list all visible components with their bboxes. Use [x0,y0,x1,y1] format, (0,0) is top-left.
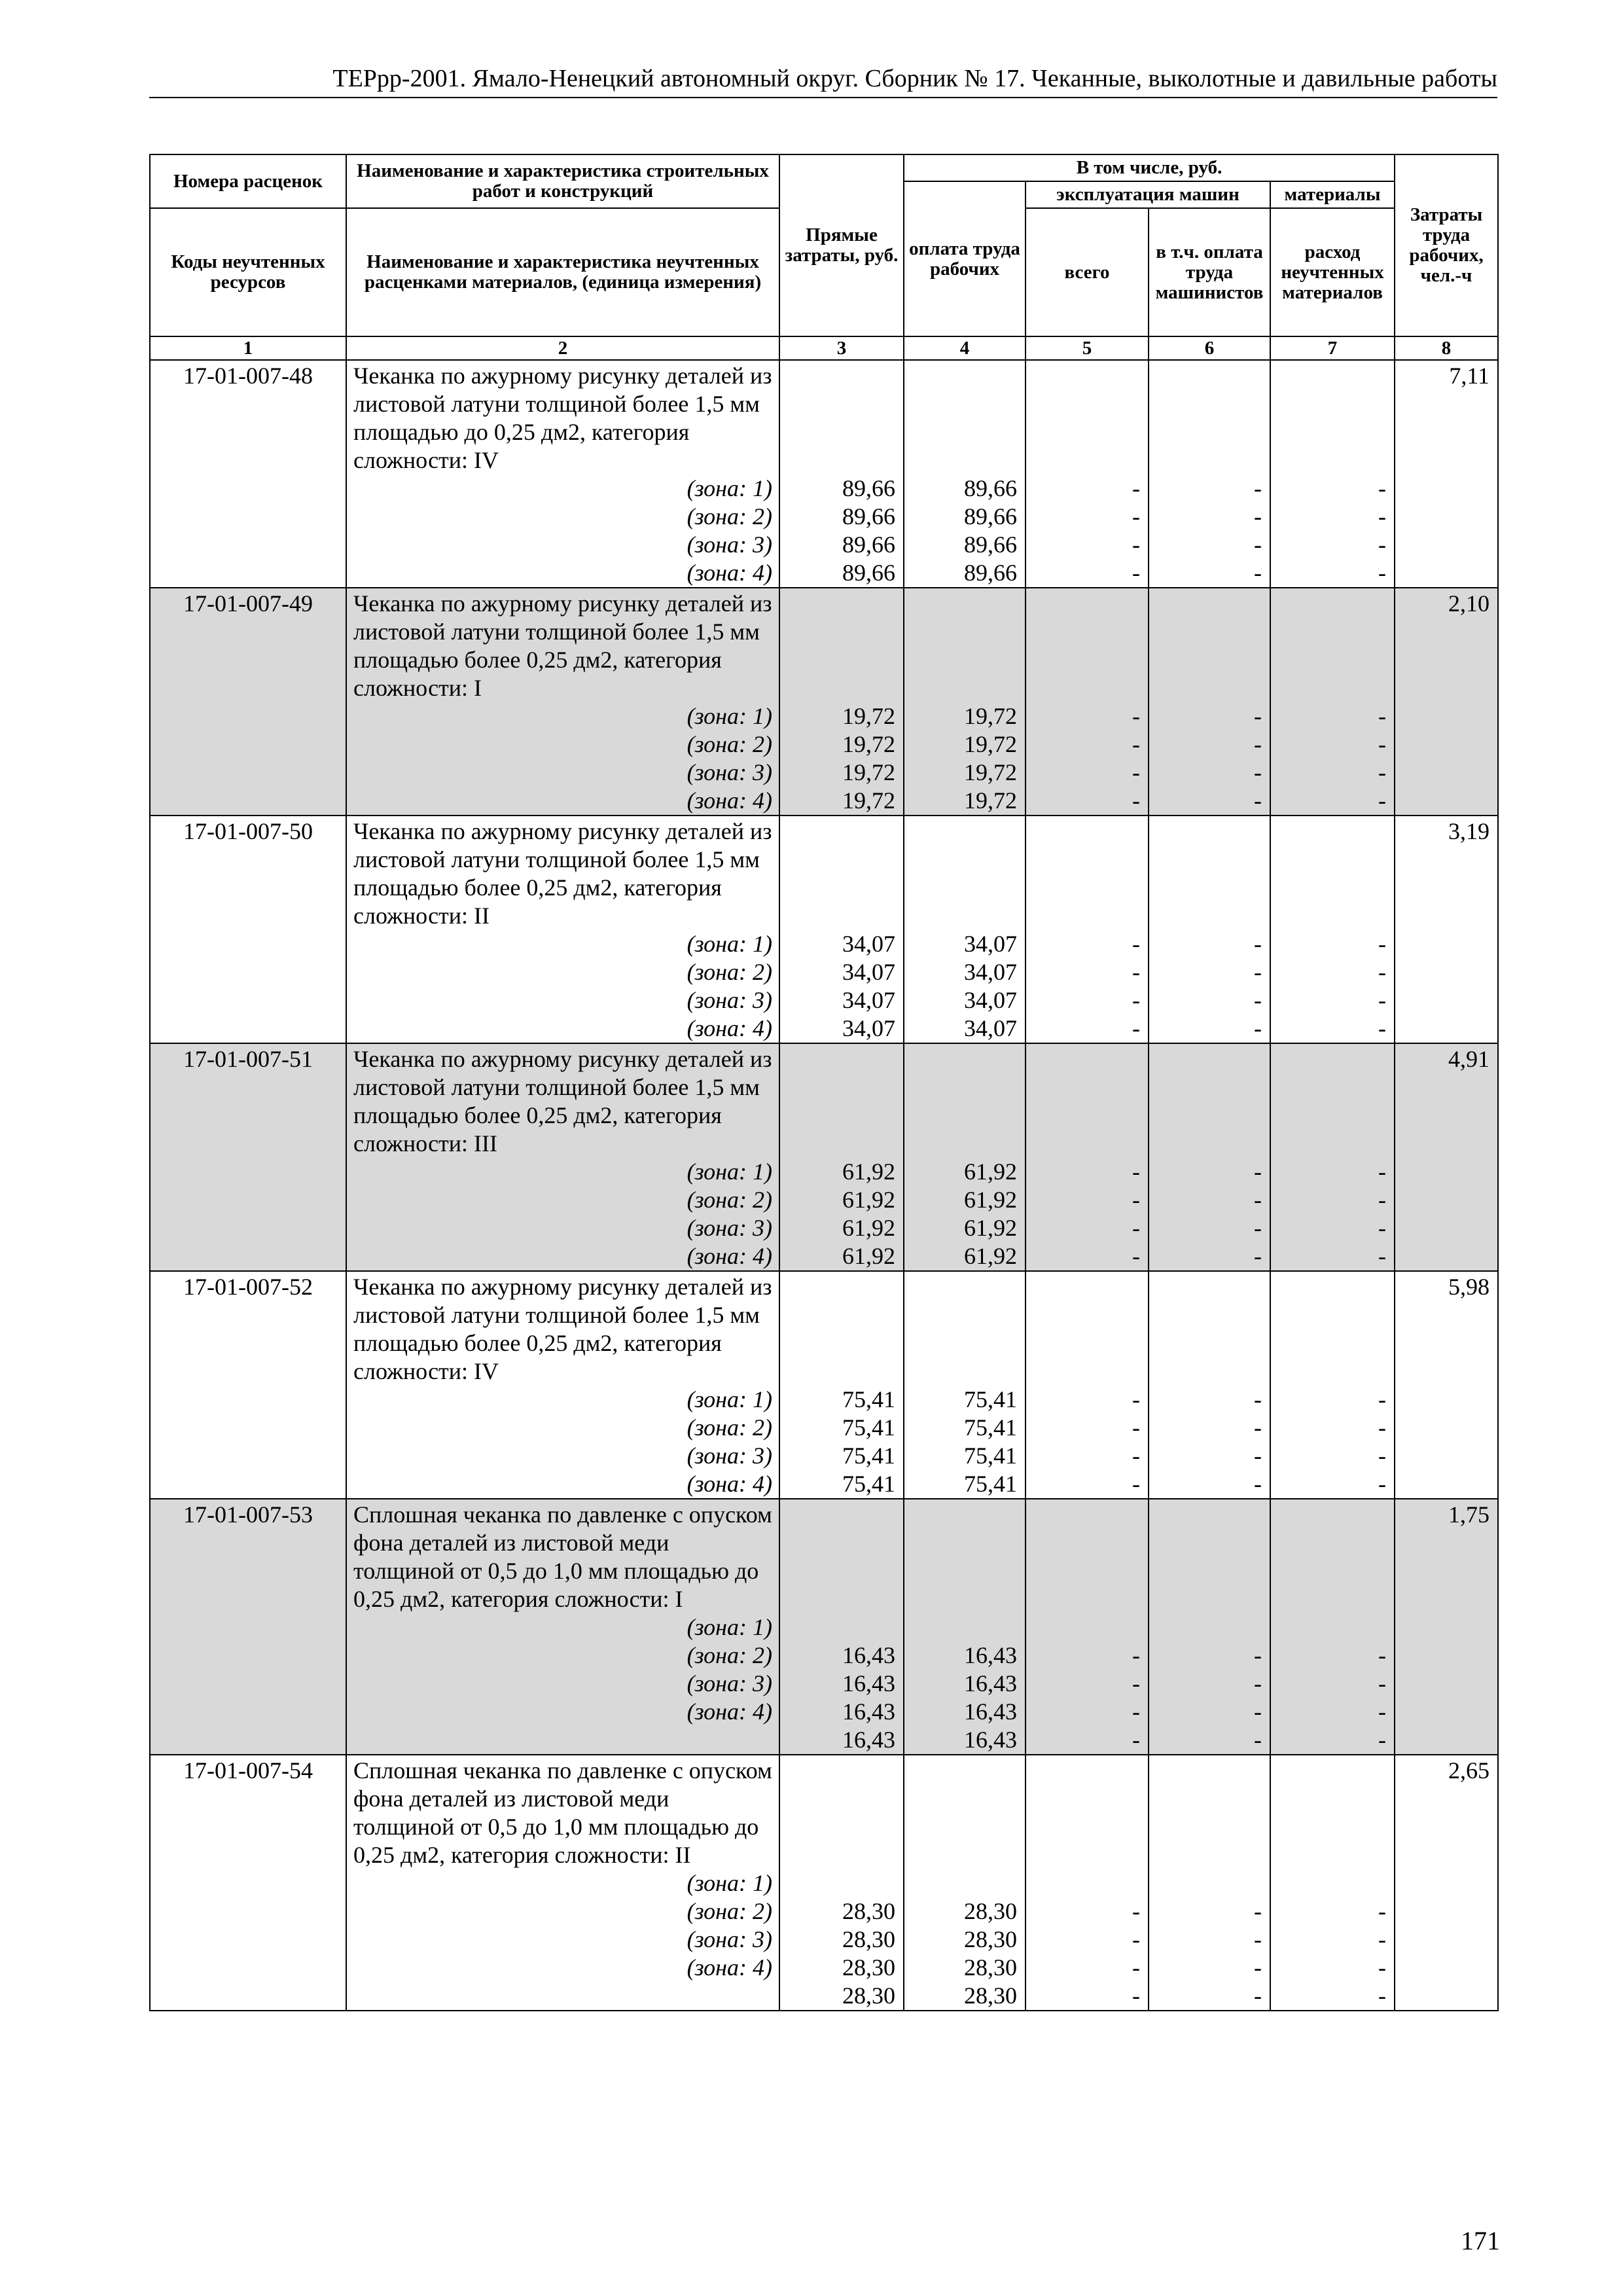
machines-cell [1026,588,1149,816]
rate-code: 17-01-007-54 [150,1755,346,2011]
zone-label: (зона: 1) [687,1158,772,1185]
machines-value: - [1132,1926,1140,1952]
wages-cell [904,360,1026,588]
header-title: ТЕРрр-2001. Ямало-Ненецкий автономный округ. Сборник № 17. Чеканные, выколотные и давильные работы [332,65,1497,92]
machinist-wages-value: - [1254,1982,1262,2009]
machines-value: - [1132,959,1140,985]
machines-value: - [1132,1954,1140,1981]
machinist-wages-value: - [1254,731,1262,757]
zone-label: (зона: 3) [687,1926,772,1952]
machines-value: - [1132,1414,1140,1441]
column-number: 1 [150,336,346,360]
head-material-name: Наименование и характеристика неучтенных расценками материалов, (единица измерения) [346,208,779,336]
head-materials: материалы [1270,181,1395,208]
machinist-wages-value: - [1254,1670,1262,1696]
materials-value: - [1378,1414,1387,1441]
wages-value: 75,41 [964,1414,1017,1441]
machinist-wages-cell [1149,360,1270,588]
head-machine-operation: эксплуатация машин [1026,181,1270,208]
head-worker-wages: оплата труда рабочих [904,181,1026,336]
machinist-wages-value: - [1254,1215,1262,1241]
machines-cell [1026,1043,1149,1271]
page-header [149,59,1497,98]
materials-cell [1270,360,1395,588]
materials-value: - [1378,1386,1387,1412]
head-rate-number: Номера расценок [150,154,346,208]
direct-value: 28,30 [842,1926,895,1952]
direct-cell [779,1499,904,1755]
machinist-wages-value: - [1254,1954,1262,1981]
machines-value: - [1132,1642,1140,1668]
machines-value: - [1132,1898,1140,1924]
materials-value: - [1378,560,1387,586]
machinist-wages-value: - [1254,1187,1262,1213]
machinist-wages-value: - [1254,1642,1262,1668]
wages-value: 61,92 [964,1187,1017,1213]
direct-value: 34,07 [842,931,895,957]
wages-value: 89,66 [964,475,1017,501]
zone-label: (зона: 1) [687,475,772,501]
machines-value: - [1132,475,1140,501]
direct-cell [779,1755,904,2011]
machinist-wages-value: - [1254,703,1262,729]
wages-value: 19,72 [964,759,1017,785]
machines-value: - [1132,1215,1140,1241]
zone-label: (зона: 2) [687,1898,772,1924]
zone-label: (зона: 4) [687,1954,772,1981]
head-work-name: Наименование и характеристика строительных работ и конструкций [346,154,779,208]
materials-value: - [1378,503,1387,529]
wages-value: 16,43 [964,1698,1017,1725]
work-description-cell [346,1271,779,1499]
materials-value: - [1378,1727,1387,1753]
work-description: Чеканка по ажурному рисунку деталей из листовой латуни толщиной более 1,5 мм площадью более 0,25 дм2, категория сложности: I [353,590,772,701]
direct-value: 19,72 [842,759,895,785]
work-description: Сплошная чеканка по давленке с опуском фона деталей из листовой меди толщиной от 0,5 до 1,0 мм площадью до 0,25 дм2, категория сложности: II [353,1757,772,1868]
machines-cell [1026,360,1149,588]
head-labor-hours: Затраты труда рабочих, чел.-ч [1395,154,1498,336]
materials-cell [1270,1499,1395,1755]
zone-label: (зона: 2) [687,503,772,529]
zone-label: (зона: 1) [687,1386,772,1412]
wages-cell [904,588,1026,816]
direct-value: 89,66 [842,560,895,586]
direct-value: 61,92 [842,1158,895,1185]
direct-value: 34,07 [842,959,895,985]
column-number: 5 [1026,336,1149,360]
table-body [150,360,1498,2011]
machinist-wages-value: - [1254,759,1262,785]
column-number: 3 [779,336,904,360]
wages-value: 34,07 [964,987,1017,1013]
machines-value: - [1132,560,1140,586]
wages-value: 28,30 [964,1898,1017,1924]
column-number: 7 [1270,336,1395,360]
materials-value: - [1378,1670,1387,1696]
machines-value: - [1132,1386,1140,1412]
direct-value: 16,43 [842,1727,895,1753]
machines-value: - [1132,1443,1140,1469]
machinist-wages-value: - [1254,1898,1262,1924]
materials-value: - [1378,959,1387,985]
zone-label: (зона: 1) [687,931,772,957]
labor-hours: 1,75 [1395,1499,1498,1755]
zone-label: (зона: 4) [687,1243,772,1269]
work-description-cell [346,1043,779,1271]
zone-label: (зона: 4) [687,1698,772,1725]
direct-value: 16,43 [842,1670,895,1696]
column-numbers-row [150,336,1498,360]
head-material-consumption: расход неучтенных материалов [1270,208,1395,336]
materials-value: - [1378,1471,1387,1497]
machinist-wages-cell [1149,1499,1270,1755]
column-number: 8 [1395,336,1498,360]
table-row [150,588,1498,816]
direct-value: 89,66 [842,503,895,529]
wages-value: 34,07 [964,931,1017,957]
direct-value: 75,41 [842,1414,895,1441]
direct-value: 75,41 [842,1443,895,1469]
direct-value: 28,30 [842,1898,895,1924]
machines-cell [1026,816,1149,1043]
direct-cell [779,1271,904,1499]
table-row [150,360,1498,588]
head-resource-codes: Коды неучтенных ресурсов [150,208,346,336]
wages-cell [904,1043,1026,1271]
machines-value: - [1132,1698,1140,1725]
wages-value: 28,30 [964,1954,1017,1981]
machinist-wages-value: - [1254,1443,1262,1469]
machines-value: - [1132,731,1140,757]
zone-label: (зона: 3) [687,531,772,558]
rates-table [149,154,1499,2011]
labor-hours: 2,10 [1395,588,1498,816]
machines-value: - [1132,1727,1140,1753]
rate-code: 17-01-007-53 [150,1499,346,1755]
machines-value: - [1132,787,1140,814]
table-row [150,1043,1498,1271]
zone-label: (зона: 3) [687,1670,772,1696]
zone-label: (зона: 2) [687,959,772,985]
machinist-wages-value: - [1254,1926,1262,1952]
wages-value: 28,30 [964,1926,1017,1952]
zone-label: (зона: 3) [687,1443,772,1469]
materials-value: - [1378,759,1387,785]
wages-value: 75,41 [964,1443,1017,1469]
wages-value: 89,66 [964,560,1017,586]
table-row [150,1499,1498,1755]
direct-value: 34,07 [842,1015,895,1041]
direct-cell [779,360,904,588]
wages-cell [904,1271,1026,1499]
column-number: 2 [346,336,779,360]
zone-label: (зона: 4) [687,1015,772,1041]
wages-value: 16,43 [964,1727,1017,1753]
direct-value: 89,66 [842,475,895,501]
machines-value: - [1132,1015,1140,1041]
direct-value: 16,43 [842,1698,895,1725]
wages-value: 19,72 [964,787,1017,814]
machinist-wages-value: - [1254,1243,1262,1269]
machines-value: - [1132,503,1140,529]
wages-value: 61,92 [964,1215,1017,1241]
wages-value: 75,41 [964,1386,1017,1412]
machinist-wages-value: - [1254,931,1262,957]
machinist-wages-cell [1149,816,1270,1043]
zone-label: (зона: 3) [687,987,772,1013]
machinist-wages-value: - [1254,531,1262,558]
machines-value: - [1132,1471,1140,1497]
machines-cell [1026,1271,1149,1499]
machines-value: - [1132,703,1140,729]
direct-value: 19,72 [842,703,895,729]
work-description: Чеканка по ажурному рисунку деталей из листовой латуни толщиной более 1,5 мм площадью более 0,25 дм2, категория сложности: III [353,1046,772,1157]
work-description-cell [346,588,779,816]
materials-value: - [1378,1954,1387,1981]
materials-value: - [1378,1243,1387,1269]
work-description-cell [346,1499,779,1755]
materials-value: - [1378,987,1387,1013]
work-description: Чеканка по ажурному рисунку деталей из листовой латуни толщиной более 1,5 мм площадью более 0,25 дм2, категория сложности: II [353,818,772,929]
machinist-wages-cell [1149,1755,1270,2011]
column-number: 6 [1149,336,1270,360]
column-number: 4 [904,336,1026,360]
machinist-wages-value: - [1254,503,1262,529]
zone-label: (зона: 2) [687,1642,772,1668]
work-description-cell [346,816,779,1043]
head-direct-costs: Прямые затраты, руб. [779,154,904,336]
materials-value: - [1378,475,1387,501]
machines-value: - [1132,531,1140,558]
direct-value: 28,30 [842,1982,895,2009]
machinist-wages-value: - [1254,1471,1262,1497]
materials-cell [1270,816,1395,1043]
work-description: Чеканка по ажурному рисунку деталей из листовой латуни толщиной более 1,5 мм площадью до 0,25 дм2, категория сложности: IV [353,363,772,473]
labor-hours: 3,19 [1395,816,1498,1043]
work-description-cell [346,360,779,588]
zone-label: (зона: 2) [687,731,772,757]
direct-value: 61,92 [842,1215,895,1241]
machinist-wages-value: - [1254,475,1262,501]
machinist-wages-cell [1149,588,1270,816]
zone-label: (зона: 4) [687,560,772,586]
direct-cell [779,1043,904,1271]
direct-value: 75,41 [842,1471,895,1497]
machines-value: - [1132,1670,1140,1696]
direct-cell [779,588,904,816]
zone-label: (зона: 4) [687,1471,772,1497]
direct-value: 16,43 [842,1642,895,1668]
materials-value: - [1378,1926,1387,1952]
direct-value: 19,72 [842,787,895,814]
head-including: В том числе, руб. [904,154,1395,181]
zone-label: (зона: 1) [687,703,772,729]
materials-value: - [1378,1982,1387,2009]
machinist-wages-value: - [1254,787,1262,814]
materials-value: - [1378,1443,1387,1469]
materials-value: - [1378,787,1387,814]
materials-value: - [1378,1898,1387,1924]
materials-cell [1270,1271,1395,1499]
machinist-wages-value: - [1254,959,1262,985]
materials-value: - [1378,1187,1387,1213]
wages-value: 89,66 [964,503,1017,529]
wages-value: 16,43 [964,1642,1017,1668]
machines-value: - [1132,987,1140,1013]
machines-value: - [1132,1982,1140,2009]
machinist-wages-value: - [1254,1727,1262,1753]
zone-label: (зона: 2) [687,1414,772,1441]
zone-label: (зона: 1) [687,1870,772,1896]
machines-value: - [1132,1158,1140,1185]
direct-value: 34,07 [842,987,895,1013]
direct-value: 19,72 [842,731,895,757]
materials-value: - [1378,1698,1387,1725]
machinist-wages-value: - [1254,1698,1262,1725]
labor-hours: 4,91 [1395,1043,1498,1271]
rate-code: 17-01-007-50 [150,816,346,1043]
wages-value: 34,07 [964,1015,1017,1041]
head-machines-total: всего [1026,208,1149,336]
machinist-wages-value: - [1254,1015,1262,1041]
direct-value: 61,92 [842,1187,895,1213]
materials-value: - [1378,1015,1387,1041]
labor-hours: 5,98 [1395,1271,1498,1499]
materials-value: - [1378,931,1387,957]
table-row [150,1755,1498,2011]
machinist-wages-value: - [1254,1158,1262,1185]
direct-value: 89,66 [842,531,895,558]
labor-hours: 2,65 [1395,1755,1498,2011]
machinist-wages-value: - [1254,987,1262,1013]
head-machinist-wages: в т.ч. оплата труда машинистов [1149,208,1270,336]
machines-value: - [1132,1243,1140,1269]
table-head [150,154,1498,360]
rate-code: 17-01-007-51 [150,1043,346,1271]
zone-label: (зона: 1) [687,1614,772,1640]
table-row [150,816,1498,1043]
materials-cell [1270,588,1395,816]
wages-value: 34,07 [964,959,1017,985]
wages-value: 75,41 [964,1471,1017,1497]
rate-code: 17-01-007-52 [150,1271,346,1499]
wages-value: 61,92 [964,1158,1017,1185]
machines-value: - [1132,1187,1140,1213]
labor-hours: 7,11 [1395,360,1498,588]
machines-cell [1026,1499,1149,1755]
materials-value: - [1378,703,1387,729]
machines-cell [1026,1755,1149,2011]
machinist-wages-value: - [1254,1414,1262,1441]
wages-cell [904,1499,1026,1755]
wages-value: 19,72 [964,731,1017,757]
zone-label: (зона: 4) [687,787,772,814]
wages-value: 16,43 [964,1670,1017,1696]
work-description-cell [346,1755,779,2011]
machinist-wages-value: - [1254,560,1262,586]
wages-cell [904,1755,1026,2011]
machines-value: - [1132,759,1140,785]
materials-value: - [1378,1158,1387,1185]
materials-value: - [1378,1642,1387,1668]
zone-label: (зона: 2) [687,1187,772,1213]
machinist-wages-cell [1149,1043,1270,1271]
work-description: Сплошная чеканка по давленке с опуском фона деталей из листовой меди толщиной от 0,5 до 1,0 мм площадью до 0,25 дм2, категория сложности: I [353,1501,772,1612]
materials-cell [1270,1755,1395,2011]
direct-value: 61,92 [842,1243,895,1269]
materials-value: - [1378,731,1387,757]
work-description: Чеканка по ажурному рисунку деталей из листовой латуни толщиной более 1,5 мм площадью более 0,25 дм2, категория сложности: IV [353,1274,772,1384]
machinist-wages-value: - [1254,1386,1262,1412]
machines-value: - [1132,931,1140,957]
zone-label: (зона: 3) [687,759,772,785]
materials-value: - [1378,531,1387,558]
direct-value: 75,41 [842,1386,895,1412]
machinist-wages-cell [1149,1271,1270,1499]
rate-code: 17-01-007-48 [150,360,346,588]
direct-cell [779,816,904,1043]
materials-cell [1270,1043,1395,1271]
page-number: 171 [1461,2226,1500,2255]
wages-value: 19,72 [964,703,1017,729]
zone-label: (зона: 3) [687,1215,772,1241]
wages-value: 28,30 [964,1982,1017,2009]
wages-cell [904,816,1026,1043]
direct-value: 28,30 [842,1954,895,1981]
table-row [150,1271,1498,1499]
wages-value: 89,66 [964,531,1017,558]
wages-value: 61,92 [964,1243,1017,1269]
materials-value: - [1378,1215,1387,1241]
rate-code: 17-01-007-49 [150,588,346,816]
